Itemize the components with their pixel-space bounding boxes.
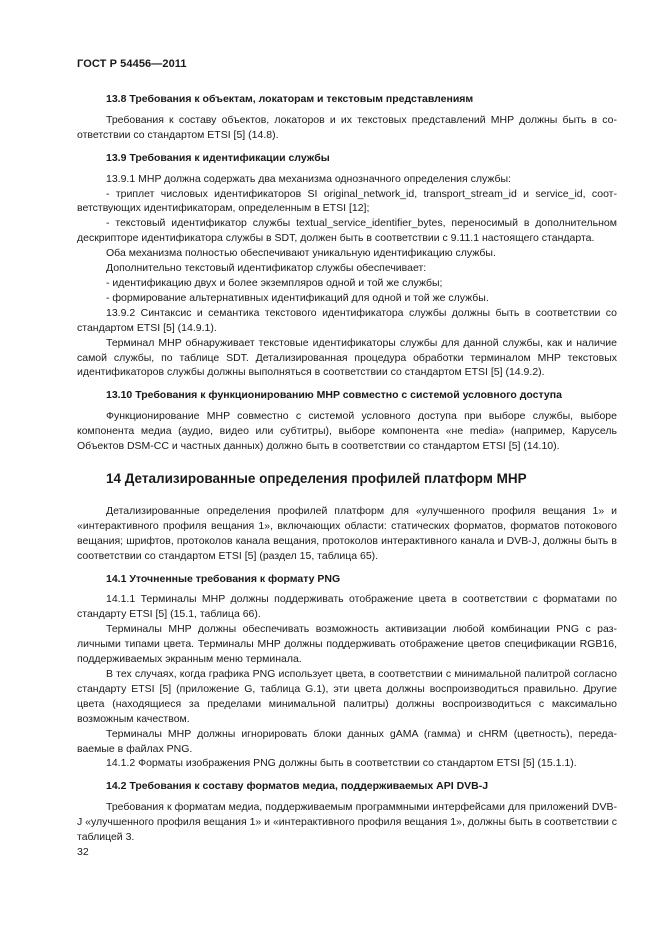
paragraph: Терминалы MHP должны игнорировать блоки данных gAMA (гамма) и cHRM (цветность), передаваемые в файлах PNG. [77, 727, 617, 755]
paragraph: Оба механизма полностью обеспечивают уникальную идентификацию службы. [106, 247, 496, 260]
paragraph: - идентификацию двух и более экземпляров одной и той же службы; [106, 276, 443, 289]
chapter-heading: 14 Детализированные определения профилей платформ MHP [106, 470, 527, 486]
paragraph: В тех случаях, когда графика PNG использует цвета, в соответствии с минимальной палитрой согласно стандарту ETSI [5] (приложение G, таблица G.1), эти цвета должны воспроизводиться правильно. Другие цвета (находящиеся за пределами минимальной палитры) должны воспроизводиться с максимально возможным качеством. [77, 668, 617, 725]
spacer [77, 488, 617, 504]
spacer [77, 143, 617, 151]
spacer [77, 380, 617, 388]
paragraph: 14.1.2 Форматы изображения PNG должны быть в соответствии со стандартом ETSI [5] (15.1.1). [106, 757, 577, 770]
section-heading: 13.8 Требования к объектам, локаторам и текстовым представлениям [106, 93, 474, 105]
paragraph: Требования к форматам медиа, поддерживаемым программными интерфейсами для приложений DVB-J «улучшенного профиля вещания 1» и «интерактивного профиля вещания 1», должны быть в соответствии с таблицей 3. [77, 801, 617, 844]
section-heading: 13.10 Требования к функционированию MHP совместно с системой условного доступа [106, 389, 562, 402]
section-heading: 14.2 Требования к составу форматов медиа, поддерживаемых API DVB-J [106, 780, 489, 793]
document-header: ГОСТ Р 54456—2011 [77, 58, 187, 70]
paragraph: 13.9.1 MHP должна содержать два механизма однозначного определения службы: [106, 172, 511, 185]
paragraph: - текстовый идентификатор службы textual_service_identifier_bytes, переносимый в дополнительном дескрипторе идентификатора службы в SDT, должен быть в соответствии с 9.11.1 настоящего стандарта. [77, 217, 617, 245]
paragraph: Требования к составу объектов, локаторов и их текстовых представлений MHP должны быть в соответствии со стандартом ETSI [5] (14.8). [77, 113, 617, 141]
paragraph: Дополнительно текстовый идентификатор службы обеспечивает: [106, 262, 427, 275]
paragraph: 13.9.2 Синтаксис и семантика текстового идентификатора службы должны быть в соответствии со стандартом ETSI [5] (14.9.1). [77, 306, 617, 334]
paragraph: Функционирование MHP совместно с системой условного доступа при выборе службы, выборе компонента медиа (аудио, видео или субтитры), выборе компонента «не media» (например, Карусель Объектов DSM-CC и частных данных) должно быть в соответствии со стандартом ETSI [5] (14.10). [77, 410, 617, 453]
paragraph: Терминал MHP обнаруживает текстовые идентификаторы службы для данной службы, как и наличие самой службы, по таблице SDT. Детализированная процедура обработки терминалом MHP текстовых идентификаторов службы должны выполняться в соответствии со стандартом ETSI [5] (14.9.2). [77, 336, 617, 379]
spacer [77, 454, 617, 470]
page-number: 32 [77, 846, 89, 858]
section-heading: 13.9 Требования к идентификации службы [106, 151, 330, 164]
paragraph: Терминалы MHP должны обеспечивать возможность активизации любой комбинации PNG с различными типами цвета. Терминалы MHP должны поддерживать отображение цветов спецификации RGB16, поддерживаемых экранным меню терминала. [77, 623, 617, 666]
paragraph: - триплет числовых идентификаторов SI original_network_id, transport_stream_id и service_id, соответствующих идентификаторам, определенным в ETSI [12]; [77, 187, 617, 215]
spacer [77, 564, 617, 572]
section-heading: 14.1 Уточненные требования к формату PNG [106, 572, 341, 585]
paragraph: Детализированные определения профилей платформ для «улучшенного профиля вещания 1» и «интерактивного профиля вещания 1», включающих области: статических форматов, форматов потокового вещания; шрифтов, протоколов канала вещания, протоколов интерактивного канала и DVB-J, должны быть в соответствии со стандартом ETSI [5] (раздел 15, таблица 65). [77, 504, 617, 562]
paragraph: - формирование альтернативных идентификаций для одной и той же службы. [106, 291, 489, 304]
document-body [77, 92, 617, 845]
spacer [77, 771, 617, 779]
paragraph: 14.1.1 Терминалы MHP должны поддерживать отображение цвета в соответствии с форматами по стандарту ETSI [5] (15.1, таблица 66). [77, 593, 617, 621]
